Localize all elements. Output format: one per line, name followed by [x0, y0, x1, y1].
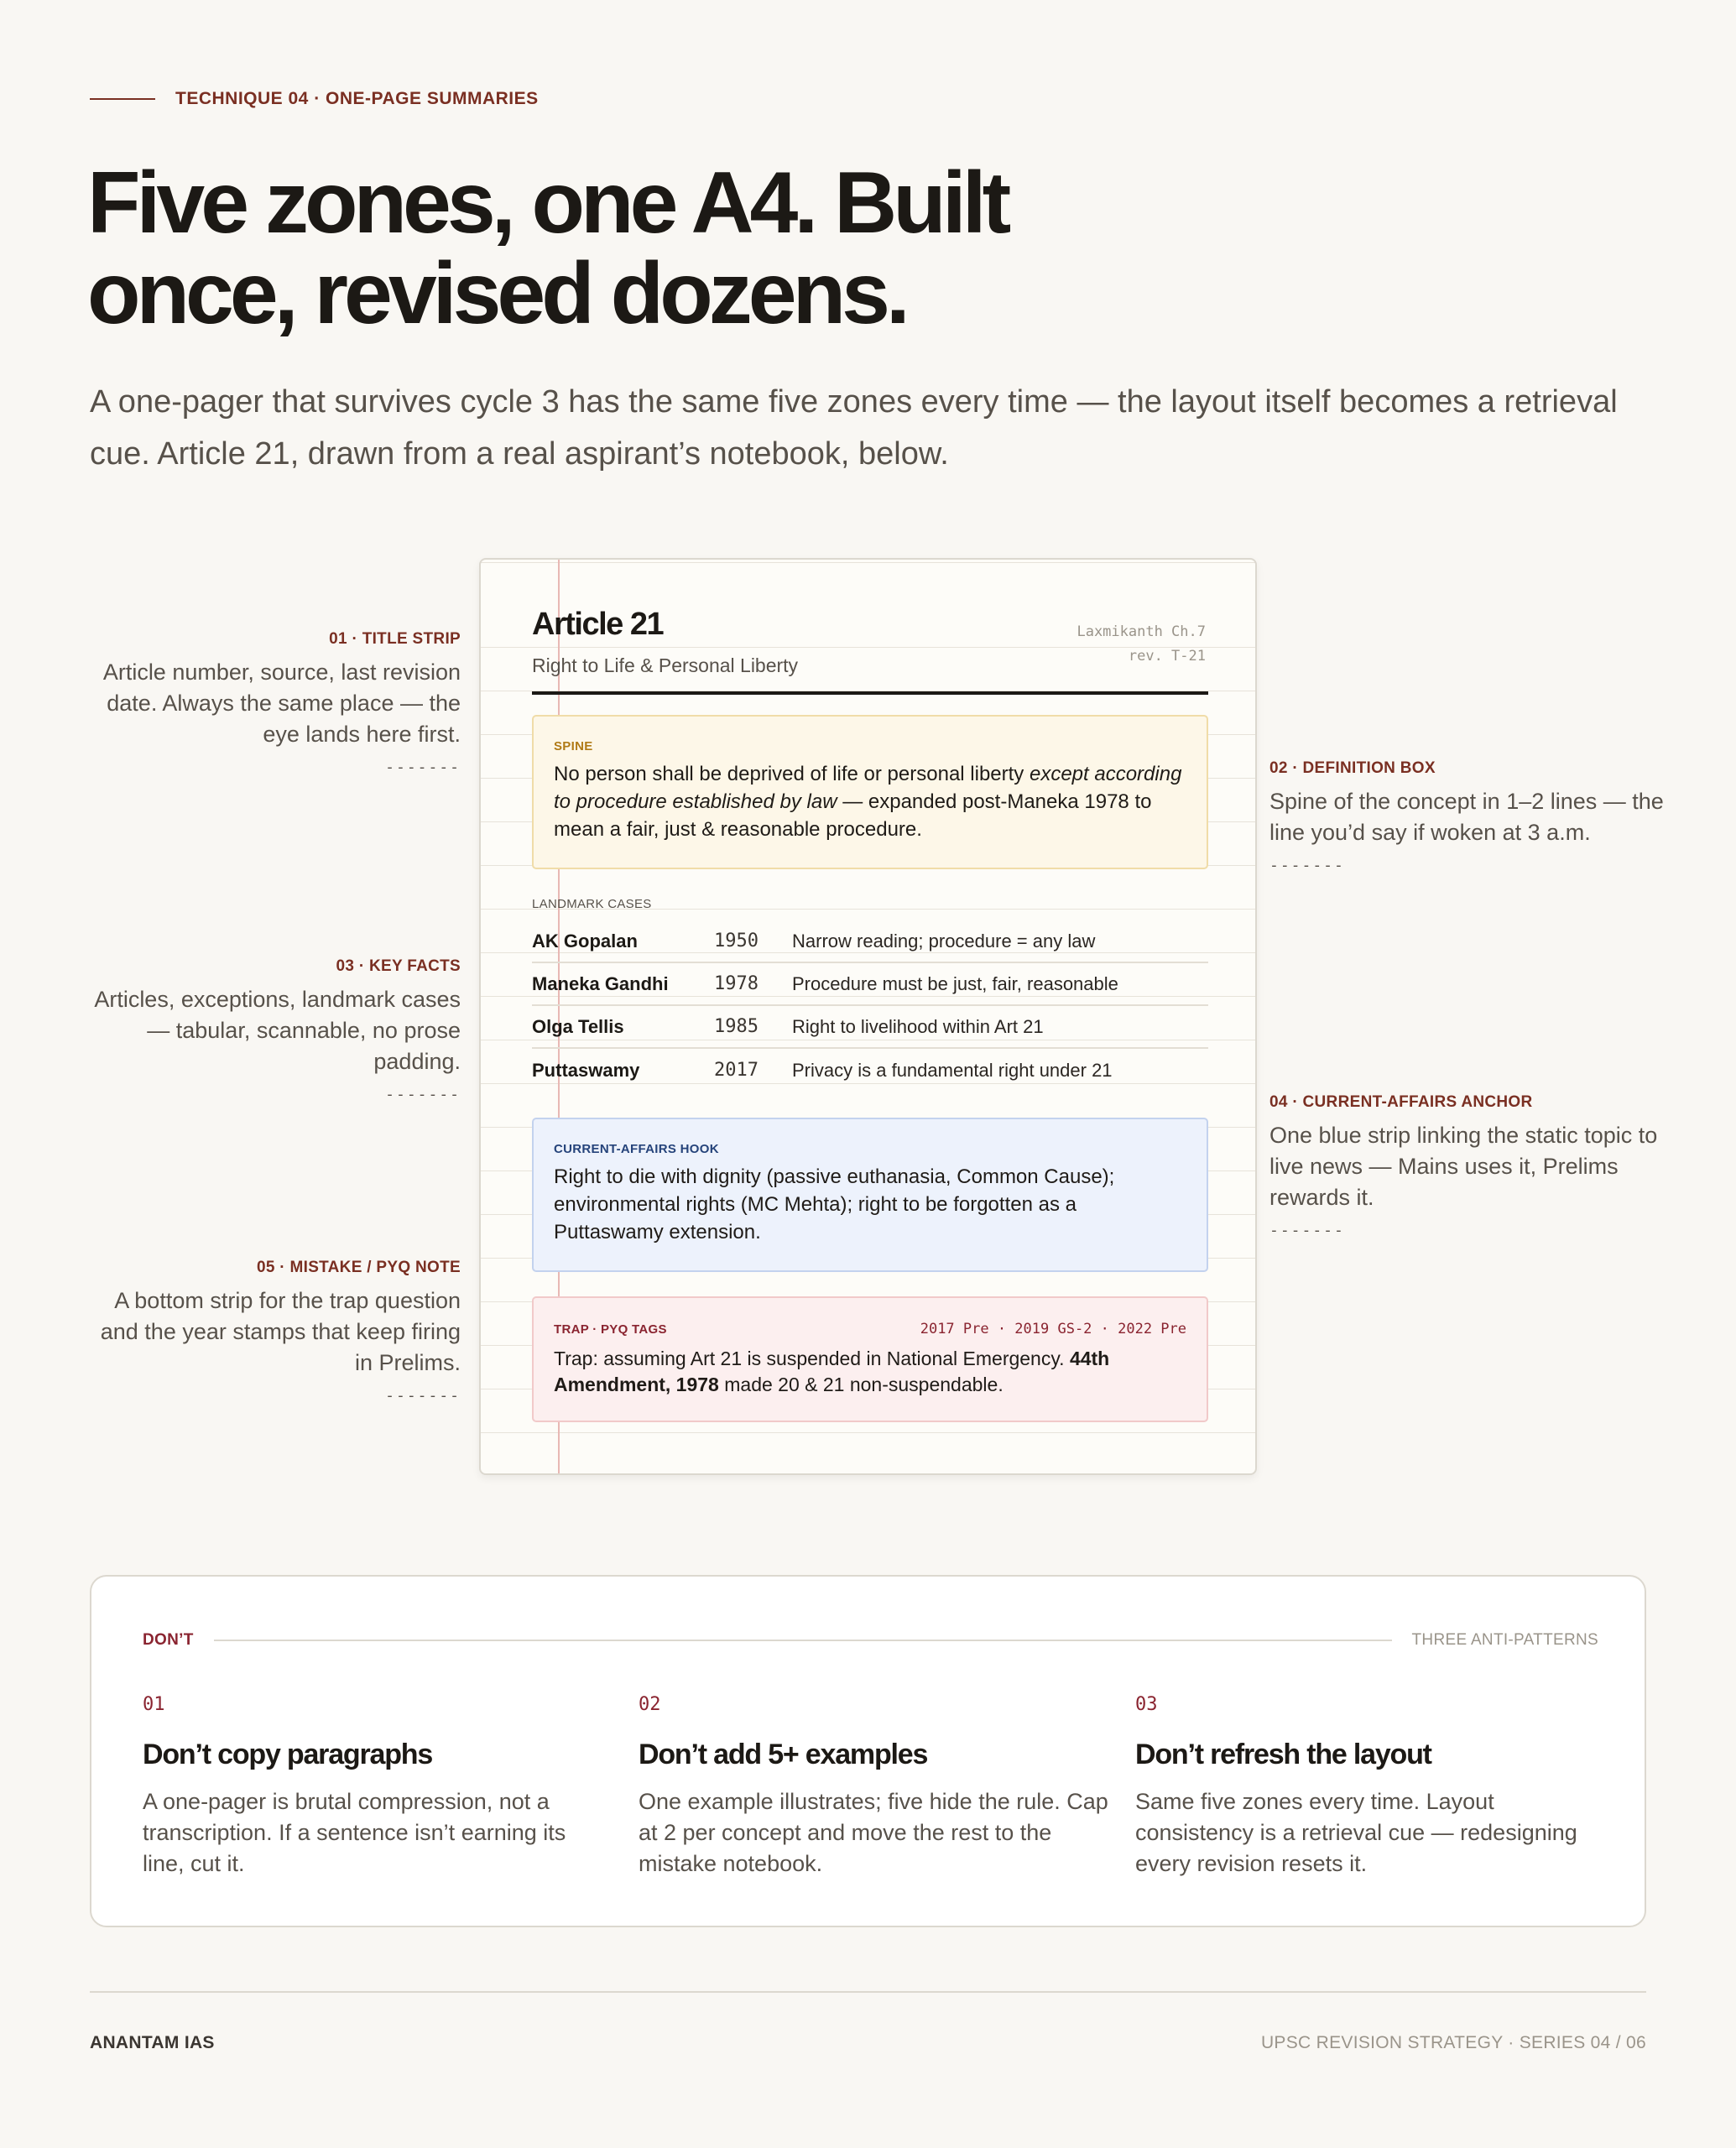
spine-text-part: — expanded post-Maneka 1978 to mean a fair, just & reasonable procedure.: [554, 790, 1152, 841]
anti-pattern-item: [1135, 1694, 1605, 1880]
eyebrow-text: TECHNIQUE 04 · ONE-PAGE SUMMARIES: [175, 89, 539, 108]
footer-series: UPSC REVISION STRATEGY · SERIES 04 / 06: [1260, 2033, 1646, 2052]
annotation-body: Articles, exceptions, landmark cases — tabular, scannable, no prose padding.: [94, 987, 461, 1074]
case-year: 1985: [714, 1016, 759, 1037]
annotation-connector: -------: [385, 1387, 461, 1405]
header-rule: [214, 1640, 1392, 1641]
notebook-page: [479, 558, 1257, 1475]
annotation-label: 04 · CURRENT-AFFAIRS ANCHOR: [1269, 1093, 1533, 1111]
spine-label: SPINE: [554, 739, 593, 753]
annotation-body: One blue strip linking the static topic to live news — Mains uses it, Prelims rewards it.: [1269, 1123, 1658, 1210]
annotation-body: Spine of the concept in 1–2 lines — the line you’d say if woken at 3 a.m.: [1269, 789, 1664, 845]
case-holding: Procedure must be just, fair, reasonable: [792, 972, 1118, 994]
anti-patterns-header: [143, 1631, 1598, 1650]
current-affairs-text: Right to die with dignity (passive euthanasia, Common Cause); environmental rights (MC Mehta); right to be forgotten as a Puttaswamy extension.: [554, 1165, 1115, 1243]
annotation-label: 03 · KEY FACTS: [336, 957, 461, 975]
anti-pattern-body: Same five zones every time. Layout consistency is a retrieval cue — redesigning every revision resets it.: [1135, 1789, 1577, 1876]
annotation-connector: -------: [385, 759, 461, 776]
trap-text-part: made 20 & 21 non-suspendable.: [718, 1374, 1004, 1395]
annotation-label: 01 · TITLE STRIP: [329, 630, 461, 648]
annotation-current-affairs: [1269, 1093, 1672, 1239]
table-row: [532, 1006, 1208, 1049]
anti-pattern-title: Don’t add 5+ examples: [639, 1739, 928, 1770]
case-holding: Right to livelihood within Art 21: [792, 1015, 1044, 1037]
case-year: 1978: [714, 973, 759, 994]
spine-text-part: No person shall be deprived of life or personal liberty: [554, 763, 1030, 785]
table-row: [532, 963, 1208, 1006]
annotation-connector: -------: [1269, 857, 1345, 874]
cases-table: [532, 920, 1208, 1092]
case-name: Maneka Gandhi: [532, 972, 669, 994]
trap-box: [532, 1296, 1208, 1422]
anti-pattern-title: Don’t refresh the layout: [1135, 1739, 1431, 1770]
annotation-connector: -------: [1269, 1222, 1345, 1239]
anti-pattern-item: [639, 1694, 1108, 1880]
trap-text-emphasis: 44th Amendment, 1978: [554, 1348, 1110, 1395]
spine-text: [554, 760, 1186, 843]
case-holding: Narrow reading; procedure = any law: [792, 930, 1096, 951]
notebook-subtitle: Right to Life & Personal Liberty: [532, 654, 799, 676]
trap-label: TRAP · PYQ TAGS: [554, 1322, 667, 1337]
eyebrow: [90, 89, 539, 109]
annotation-mistake-note: [79, 1259, 461, 1405]
annotation-body: Article number, source, last revision date. Always the same place — the eye lands here first.: [102, 660, 461, 747]
spine-text-emphasis: except according to procedure established by law: [554, 763, 1182, 813]
anti-pattern-item: [143, 1694, 613, 1880]
cases-label: LANDMARK CASES: [532, 897, 652, 911]
trap-text-part: Trap: assuming Art 21 is suspended in National Emergency.: [554, 1348, 1070, 1369]
annotation-body: A bottom strip for the trap question and the year stamps that keep firing in Prelims.: [100, 1288, 461, 1375]
dont-label: DON’T: [143, 1631, 194, 1649]
case-holding: Privacy is a fundamental right under 21: [792, 1059, 1113, 1081]
case-name: Olga Tellis: [532, 1015, 624, 1037]
case-year: 2017: [714, 1060, 759, 1081]
headline-line-2: once, revised dozens.: [87, 245, 906, 342]
notebook-revision: rev. T-21: [1128, 648, 1206, 665]
case-year: 1950: [714, 931, 759, 951]
anti-pattern-title: Don’t copy paragraphs: [143, 1739, 433, 1770]
annotation-key-facts: [79, 957, 461, 1103]
annotation-definition-box: [1269, 759, 1672, 874]
page-title: [87, 154, 1178, 342]
lede-paragraph: A one-pager that survives cycle 3 has the same five zones every time — the layout itself becomes a retrieval cue. Article 21, drawn from a real aspirant’s notebook, below.: [90, 384, 1618, 472]
annotation-title-strip: [79, 630, 461, 776]
headline-line-1: Five zones, one A4. Built: [87, 154, 1008, 252]
notebook-title: Article 21: [532, 607, 664, 642]
footer-rule: [90, 1991, 1646, 1993]
case-name: AK Gopalan: [532, 930, 638, 951]
table-row: [532, 1049, 1208, 1092]
anti-pattern-number: 02: [639, 1694, 661, 1715]
anti-pattern-number: 03: [1135, 1694, 1158, 1715]
anti-patterns-count: THREE ANTI-PATTERNS: [1411, 1631, 1598, 1649]
notebook-source: Laxmikanth Ch.7: [1077, 623, 1206, 640]
anti-pattern-body: A one-pager is brutal compression, not a transcription. If a sentence isn’t earning its line, cut it.: [143, 1789, 566, 1876]
case-name: Puttaswamy: [532, 1059, 640, 1081]
notebook-meta: [1077, 620, 1206, 669]
trap-text: [554, 1346, 1186, 1398]
eyebrow-rule: [90, 98, 155, 100]
current-affairs-box: [532, 1118, 1208, 1272]
annotation-label: 02 · DEFINITION BOX: [1269, 759, 1436, 777]
anti-pattern-number: 01: [143, 1694, 165, 1715]
trap-header: [554, 1321, 1186, 1337]
anti-pattern-body: One example illustrates; five hide the rule. Cap at 2 per concept and move the rest to the mistake notebook.: [639, 1789, 1108, 1876]
spine-box: [532, 715, 1208, 869]
annotation-label: 05 · MISTAKE / PYQ NOTE: [256, 1259, 461, 1276]
annotation-connector: -------: [385, 1086, 461, 1103]
table-row: [532, 920, 1208, 963]
title-rule: [532, 691, 1208, 695]
footer-brand: ANANTAM IAS: [90, 2033, 215, 2052]
anti-patterns-card: [90, 1575, 1646, 1927]
pyq-tags: 2017 Pre · 2019 GS-2 · 2022 Pre: [920, 1321, 1186, 1337]
current-affairs-label: CURRENT-AFFAIRS HOOK: [554, 1142, 719, 1156]
